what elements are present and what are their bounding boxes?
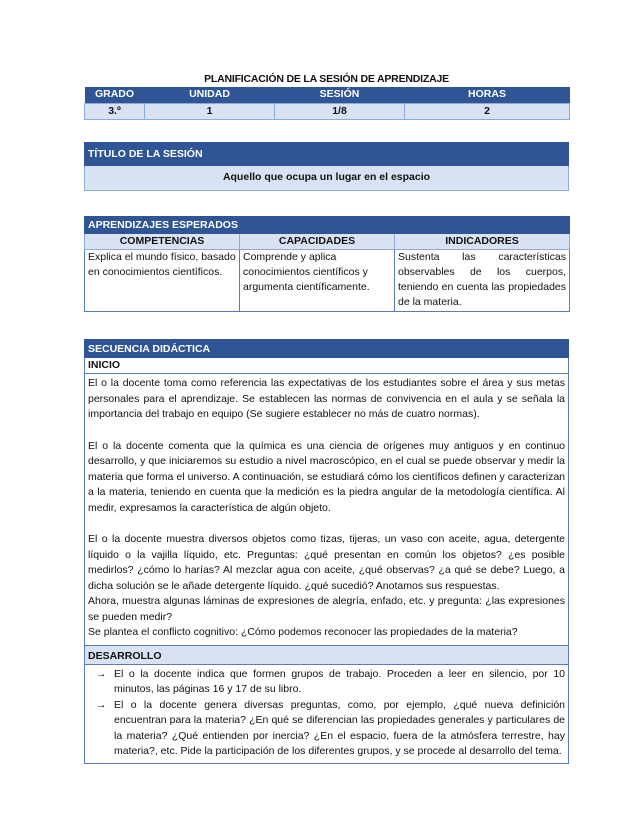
desarrollo-item [96, 698, 565, 760]
inicio-paragraph-3 [88, 532, 565, 641]
inicio-p3-line-3: Se plantea el conflicto cognitivo: ¿Cómo podemos reconocer las propiedades de la materia? [88, 626, 518, 638]
indicadores-text: Sustenta las características observables de los cuerpos, teniendo en cuenta las propiedades de la materia. [395, 250, 570, 312]
unidad-value: 1 [145, 103, 275, 119]
inicio-paragraph-1: El o la docente toma como referencia las expectativas de los estudiantes sobre el área y sus metas personales para el aprendizaje. Se establecen las normas de convivencia en el aula y se señala la importancia del trabajo en equipo (Se sugiere establecer no más de cuatro normas). [88, 377, 565, 420]
desarrollo-item [96, 667, 565, 698]
session-header-table [84, 87, 570, 120]
unidad-header: UNIDAD [189, 88, 230, 100]
desarrollo-list [88, 667, 565, 760]
sequence-table [84, 339, 569, 764]
session-title-value: Aquello que ocupa un lugar en el espacio [85, 166, 569, 191]
document-title: PLANIFICACIÓN DE LA SESIÓN DE APRENDIZAJE [204, 73, 449, 85]
sesion-header: SESIÓN [319, 88, 360, 100]
grado-value: 3.º [85, 103, 145, 119]
desarrollo-content [85, 664, 569, 763]
session-title-label: TÍTULO DE LA SESIÓN [85, 143, 569, 166]
indicadores-header: INDICADORES [395, 234, 570, 250]
inicio-label: INICIO [85, 358, 569, 374]
inicio-paragraph-2: El o la docente comenta que la química es una ciencia de orígenes muy antiguos y en continuo desarrollo, y que iniciaremos su estudio a nivel macroscópico, en el cual se puede observar y medir la materia que forma el universo. A continuación, se estudiará cómo los científicos definen y caracterizan a la materia, teniendo en cuenta que la medición es la piedra angular de la metodología científica. Al medir, expresamos la característica de algún objeto. [88, 439, 565, 514]
capacidades-text: Comprende y aplica conocimientos científicos y argumenta científicamente. [240, 250, 395, 312]
horas-value: 2 [405, 103, 570, 119]
competencias-text: Explica el mundo físico, basado en conocimientos científicos. [85, 250, 240, 312]
sesion-value: 1/8 [275, 103, 405, 119]
session-title-table [84, 142, 569, 191]
desarrollo-item-text: El o la docente genera diversas preguntas, como, por ejemplo, ¿qué nueva definición encuentran para la materia? ¿En qué se diferencian las propiedades generales y particulares de la materia? ¿Qué entienden por inercia? ¿En el espacio, fuera de la atmósfera terrestre, hay materia?, etc. Pide la participación de los diferentes grupos, y se procede al desarrollo del tema. [114, 698, 565, 757]
desarrollo-item-text: El o la docente indica que formen grupos de trabajo. Proceden a leer en silencio, por 10 minutos, las páginas 16 y 17 de su libro. [114, 667, 565, 695]
inicio-p3-line-2: Ahora, muestra algunas láminas de expresiones de alegría, enfado, etc. y pregunta: ¿las expresiones se pueden medir? [88, 595, 565, 623]
arrow-icon: → [96, 667, 107, 680]
horas-header: HORAS [468, 88, 506, 100]
grado-header: GRADO [94, 88, 135, 100]
capacidades-header: CAPACIDADES [240, 234, 395, 250]
competencias-header: COMPETENCIAS [85, 234, 240, 250]
inicio-p3-line-1: El o la docente muestra diversos objetos como tizas, tijeras, un vaso con aceite, agua, detergente líquido o la vajilla líquido, etc. Preguntas: ¿qué presentan en común los objetos? ¿es posible medirlos? ¿cómo lo harías? Al mezclar agua con aceite, ¿qué observas? ¿a qué se debe? Luego, a dicha solución se le añade detergente líquido. ¿qué sucedió? Anotamos sus respuestas. [88, 533, 565, 592]
learning-label: APRENDIZAJES ESPERADOS [85, 217, 570, 234]
desarrollo-label: DESARROLLO [85, 645, 569, 664]
sequence-label: SECUENCIA DIDÁCTICA [85, 340, 569, 358]
arrow-icon: → [96, 698, 107, 711]
learning-table [84, 216, 570, 312]
inicio-content [85, 374, 569, 646]
